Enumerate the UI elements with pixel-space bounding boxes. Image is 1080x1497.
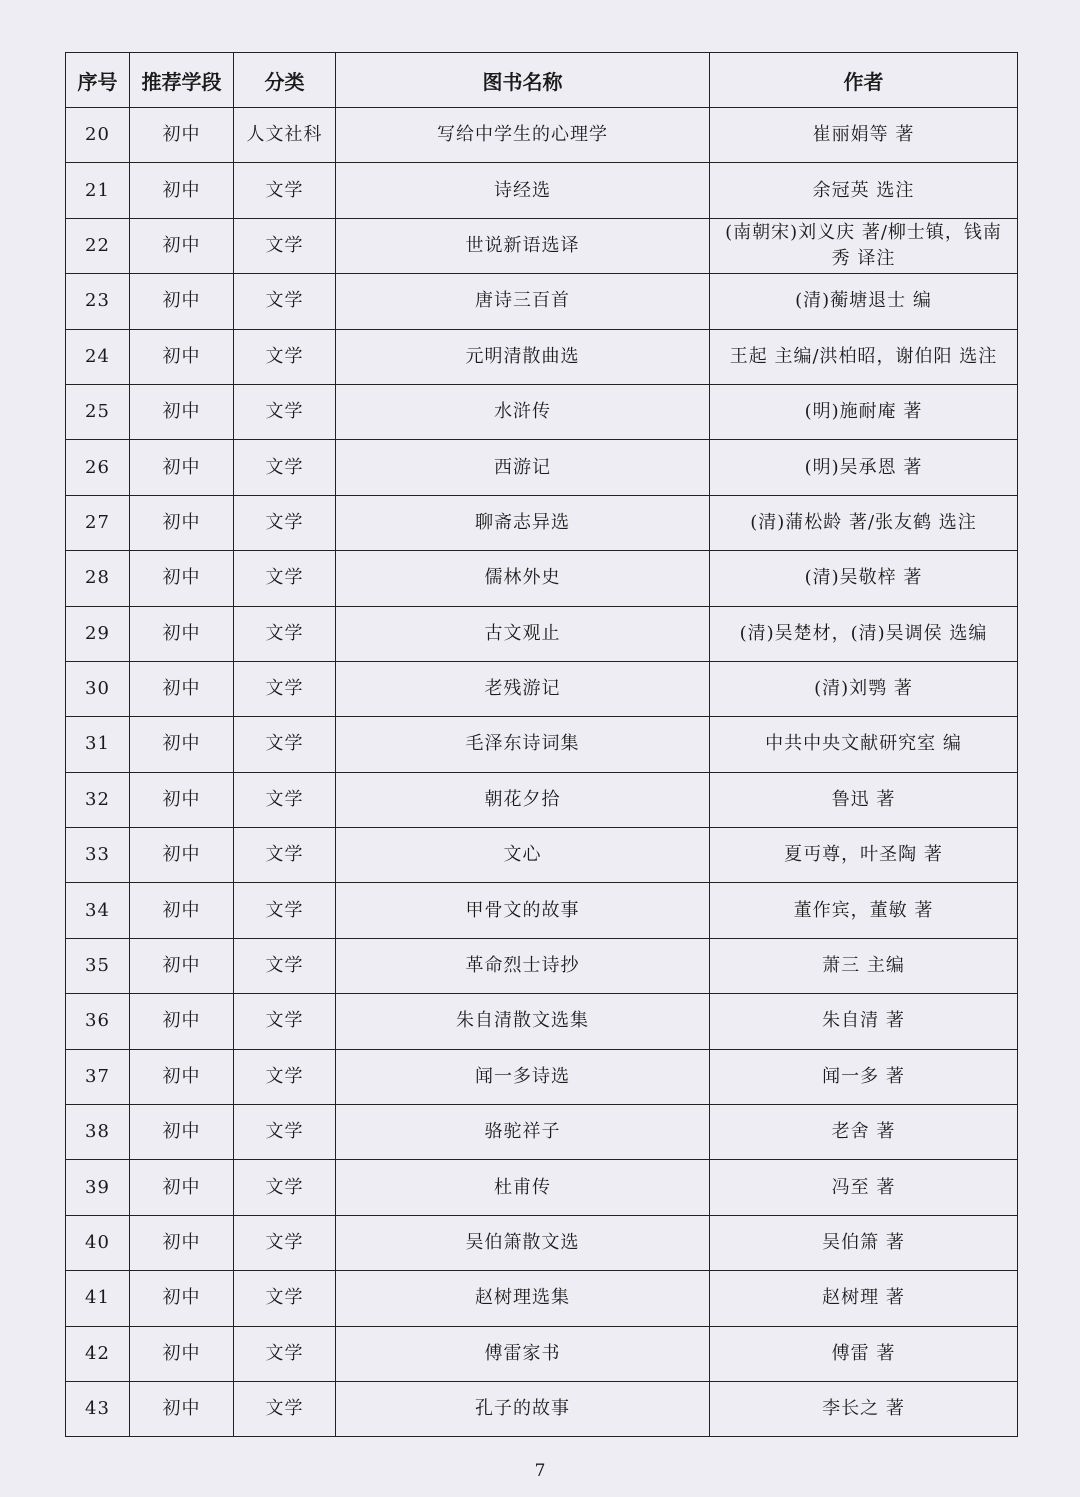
cell-author: 萧三 主编 [710,938,1018,993]
cell-author: 夏丏尊，叶圣陶 著 [710,828,1018,883]
cell-seq: 41 [66,1271,130,1326]
table-row [66,1271,1018,1326]
cell-title: 孔子的故事 [336,1381,710,1436]
cell-category: 文学 [234,163,336,218]
cell-seq: 42 [66,1326,130,1381]
cell-title: 水浒传 [336,384,710,439]
cell-seq: 39 [66,1160,130,1215]
table-row [66,440,1018,495]
cell-category: 文学 [234,440,336,495]
cell-author: 王起 主编/洪柏昭，谢伯阳 选注 [710,329,1018,384]
cell-author: 李长之 著 [710,1381,1018,1436]
cell-category: 人文社科 [234,108,336,163]
header-author: 作者 [710,53,1018,108]
cell-author: (清)吴楚材，(清)吴调侯 选编 [710,606,1018,661]
table-row [66,1215,1018,1270]
cell-author: 朱自清 著 [710,994,1018,1049]
cell-stage: 初中 [130,938,234,993]
cell-category: 文学 [234,994,336,1049]
cell-stage: 初中 [130,495,234,550]
cell-title: 朱自清散文选集 [336,994,710,1049]
cell-title: 西游记 [336,440,710,495]
cell-seq: 32 [66,772,130,827]
cell-seq: 23 [66,274,130,329]
cell-title: 革命烈士诗抄 [336,938,710,993]
cell-seq: 31 [66,717,130,772]
cell-stage: 初中 [130,163,234,218]
cell-category: 文学 [234,1326,336,1381]
cell-author: 傅雷 著 [710,1326,1018,1381]
cell-seq: 28 [66,551,130,606]
table-row [66,551,1018,606]
cell-stage: 初中 [130,1049,234,1104]
cell-author: 董作宾，董敏 著 [710,883,1018,938]
table-row [66,329,1018,384]
table-row [66,661,1018,716]
cell-stage: 初中 [130,1160,234,1215]
cell-seq: 37 [66,1049,130,1104]
table-row [66,717,1018,772]
book-list-table [65,52,1018,1437]
header-stage: 推荐学段 [130,53,234,108]
cell-category: 文学 [234,1105,336,1160]
cell-seq: 36 [66,994,130,1049]
cell-category: 文学 [234,828,336,883]
cell-author: 冯至 著 [710,1160,1018,1215]
cell-title: 世说新语选译 [336,218,710,273]
cell-stage: 初中 [130,772,234,827]
cell-seq: 26 [66,440,130,495]
cell-stage: 初中 [130,274,234,329]
cell-seq: 35 [66,938,130,993]
cell-category: 文学 [234,1049,336,1104]
header-seq: 序号 [66,53,130,108]
table-row [66,108,1018,163]
cell-stage: 初中 [130,1105,234,1160]
cell-category: 文学 [234,1160,336,1215]
cell-author: (明)吴承恩 著 [710,440,1018,495]
cell-author: (南朝宋)刘义庆 著/柳士镇，钱南秀 译注 [710,218,1018,273]
cell-seq: 38 [66,1105,130,1160]
table-row [66,495,1018,550]
cell-stage: 初中 [130,108,234,163]
cell-title: 文心 [336,828,710,883]
cell-seq: 34 [66,883,130,938]
cell-title: 骆驼祥子 [336,1105,710,1160]
cell-title: 唐诗三百首 [336,274,710,329]
cell-stage: 初中 [130,384,234,439]
table-row [66,218,1018,273]
cell-seq: 22 [66,218,130,273]
cell-stage: 初中 [130,883,234,938]
cell-title: 甲骨文的故事 [336,883,710,938]
cell-stage: 初中 [130,329,234,384]
table-row [66,828,1018,883]
cell-seq: 27 [66,495,130,550]
cell-category: 文学 [234,1271,336,1326]
table-row [66,883,1018,938]
table-row [66,1160,1018,1215]
cell-seq: 29 [66,606,130,661]
cell-category: 文学 [234,717,336,772]
cell-title: 毛泽东诗词集 [336,717,710,772]
cell-title: 吴伯箫散文选 [336,1215,710,1270]
cell-title: 闻一多诗选 [336,1049,710,1104]
header-title: 图书名称 [336,53,710,108]
cell-category: 文学 [234,938,336,993]
cell-title: 古文观止 [336,606,710,661]
cell-stage: 初中 [130,661,234,716]
cell-seq: 25 [66,384,130,439]
cell-title: 聊斋志异选 [336,495,710,550]
cell-category: 文学 [234,1215,336,1270]
cell-category: 文学 [234,883,336,938]
cell-category: 文学 [234,218,336,273]
cell-author: 余冠英 选注 [710,163,1018,218]
cell-author: (明)施耐庵 著 [710,384,1018,439]
cell-author: 老舍 著 [710,1105,1018,1160]
cell-seq: 40 [66,1215,130,1270]
table-row [66,163,1018,218]
cell-title: 元明清散曲选 [336,329,710,384]
cell-author: (清)蒲松龄 著/张友鹤 选注 [710,495,1018,550]
cell-stage: 初中 [130,551,234,606]
cell-title: 朝花夕拾 [336,772,710,827]
table-row [66,938,1018,993]
cell-category: 文学 [234,661,336,716]
cell-stage: 初中 [130,1381,234,1436]
cell-category: 文学 [234,274,336,329]
table-row [66,384,1018,439]
cell-seq: 24 [66,329,130,384]
cell-title: 儒林外史 [336,551,710,606]
cell-seq: 30 [66,661,130,716]
cell-category: 文学 [234,1381,336,1436]
table-row [66,606,1018,661]
table-row [66,1381,1018,1436]
cell-stage: 初中 [130,218,234,273]
header-row [66,53,1018,108]
cell-author: 闻一多 著 [710,1049,1018,1104]
cell-stage: 初中 [130,828,234,883]
cell-seq: 21 [66,163,130,218]
table-row [66,1105,1018,1160]
cell-title: 傅雷家书 [336,1326,710,1381]
cell-title: 诗经选 [336,163,710,218]
cell-author: 中共中央文献研究室 编 [710,717,1018,772]
cell-category: 文学 [234,551,336,606]
cell-title: 杜甫传 [336,1160,710,1215]
cell-author: 鲁迅 著 [710,772,1018,827]
cell-seq: 20 [66,108,130,163]
cell-stage: 初中 [130,1215,234,1270]
cell-seq: 43 [66,1381,130,1436]
cell-title: 赵树理选集 [336,1271,710,1326]
cell-stage: 初中 [130,717,234,772]
cell-stage: 初中 [130,1271,234,1326]
cell-category: 文学 [234,606,336,661]
header-category: 分类 [234,53,336,108]
table-row [66,1326,1018,1381]
cell-author: (清)刘鹗 著 [710,661,1018,716]
cell-category: 文学 [234,772,336,827]
cell-stage: 初中 [130,606,234,661]
table-row [66,274,1018,329]
table-row [66,772,1018,827]
cell-stage: 初中 [130,1326,234,1381]
cell-author: 崔丽娟等 著 [710,108,1018,163]
cell-category: 文学 [234,329,336,384]
cell-title: 老残游记 [336,661,710,716]
cell-author: (清)吴敬梓 著 [710,551,1018,606]
cell-author: 赵树理 著 [710,1271,1018,1326]
cell-stage: 初中 [130,994,234,1049]
table-row [66,1049,1018,1104]
cell-seq: 33 [66,828,130,883]
page-number: 7 [534,1461,546,1481]
table-row [66,994,1018,1049]
cell-author: (清)蘅塘退士 编 [710,274,1018,329]
cell-title: 写给中学生的心理学 [336,108,710,163]
cell-category: 文学 [234,495,336,550]
cell-author: 吴伯箫 著 [710,1215,1018,1270]
cell-stage: 初中 [130,440,234,495]
cell-category: 文学 [234,384,336,439]
